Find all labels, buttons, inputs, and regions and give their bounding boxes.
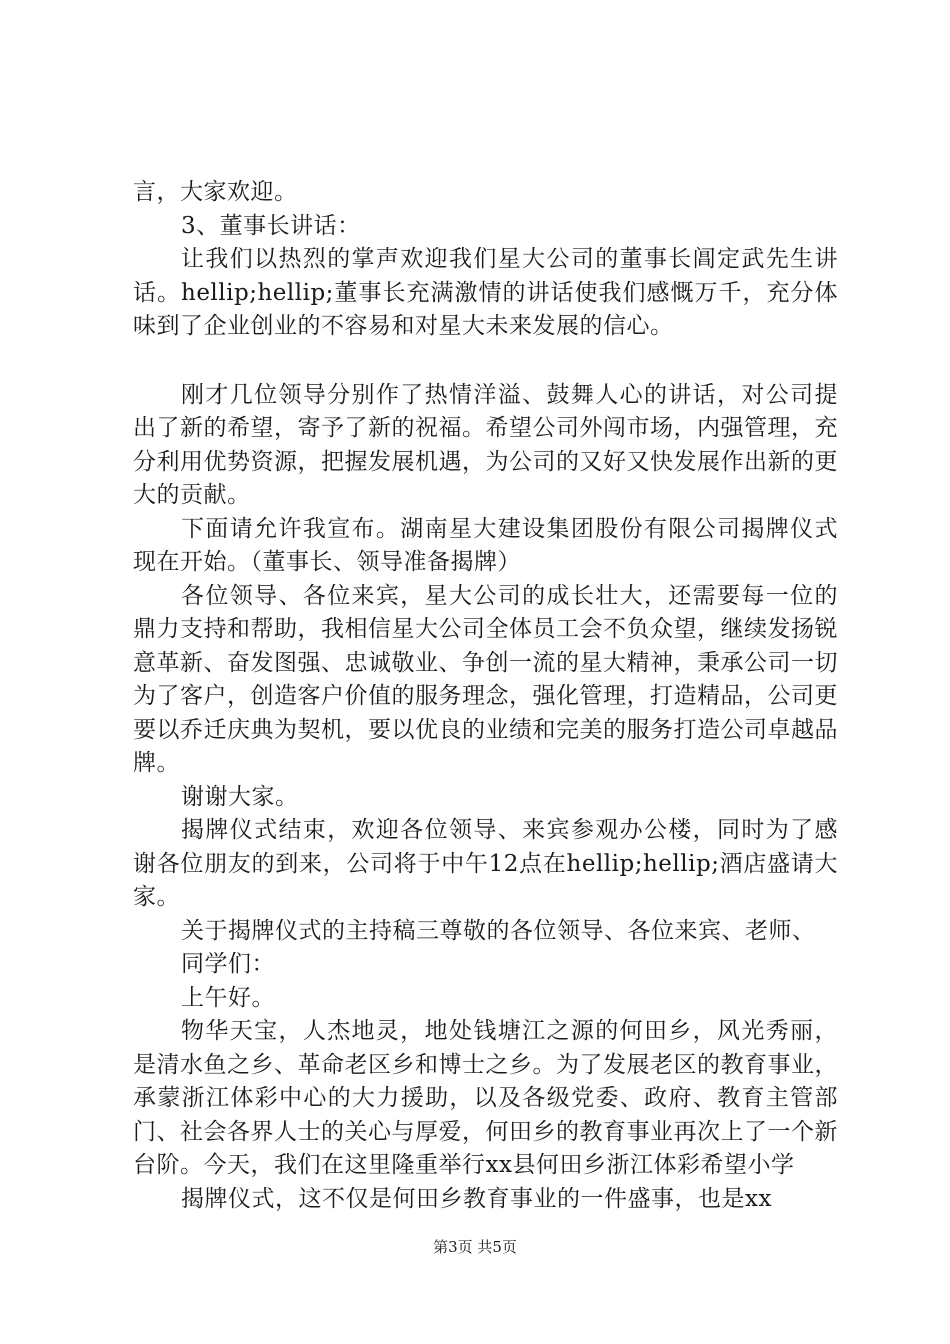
paragraph: 言，大家欢迎。 [133,179,298,205]
paragraph: 让我们以热烈的掌声欢迎我们星大公司的董事长阊定武先生讲话。hellip;hellip;董事长充满激情的讲话使我们感慨万千，充分体味到了企业创业的不容易和对星大未来发展的信心。 [133,246,838,339]
paragraph: 关于揭牌仪式的主持稿三尊敬的各位领导、各位来宾、老师、 [181,917,816,944]
paragraph: 揭牌仪式结束，欢迎各位领导、来宾参观办公楼，同时为了感谢各位朋友的到来，公司将于中午12点在hellip;hellip;酒店盛请大家。 [133,817,838,910]
paragraph: 物华天宝，人杰地灵，地处钱塘江之源的何田乡，风光秀丽，是清水鱼之乡、革命老区乡和博士之乡。为了发展老区的教育事业，承蒙浙江体彩中心的大力援助，以及各级党委、政府、教育主管部门、社会各界人士的关心与厚爱，何田乡的教育事业再次上了一个新台阶。今天，我们在这里隆重举行xx县何田乡浙江体彩希望小学 [133,1018,838,1178]
paragraph: 各位领导、各位来宾，星大公司的成长壮大，还需要每一位的鼎力支持和帮助，我相信星大公司全体员工会不负众望，继续发扬锐意革新、奋发图强、忠诚敬业、争创一流的星大精神，秉承公司一切为了客户，创造客户价值的服务理念，强化管理，打造精品，公司更要以乔迁庆典为契机，要以优良的业绩和完美的服务打造公司卓越品牌。 [133,582,838,776]
page-footer: 第3页 共5页 [433,1238,517,1256]
paragraph: 3、董事长讲话： [181,212,361,239]
document-body [133,176,838,1216]
paragraph: 刚才几位领导分别作了热情洋溢、鼓舞人心的讲话，对公司提出了新的希望，寄予了新的祝福。希望公司外闯市场，内强管理，充分利用优势资源，把握发展机遇，为公司的又好又快发展作出新的更大的贡献。 [133,381,838,508]
paragraph: 谢谢大家。 [181,783,299,810]
paragraph: 揭牌仪式，这不仅是何田乡教育事业的一件盛事，也是xx [181,1185,772,1212]
paragraph: 上午好。 [181,984,275,1011]
paragraph: 同学们： [181,951,275,977]
paragraph: 下面请允许我宣布。湖南星大建设集团股份有限公司揭牌仪式现在开始。（董事长、领导准备揭牌） [133,515,838,575]
paragraph-gap [133,344,838,379]
